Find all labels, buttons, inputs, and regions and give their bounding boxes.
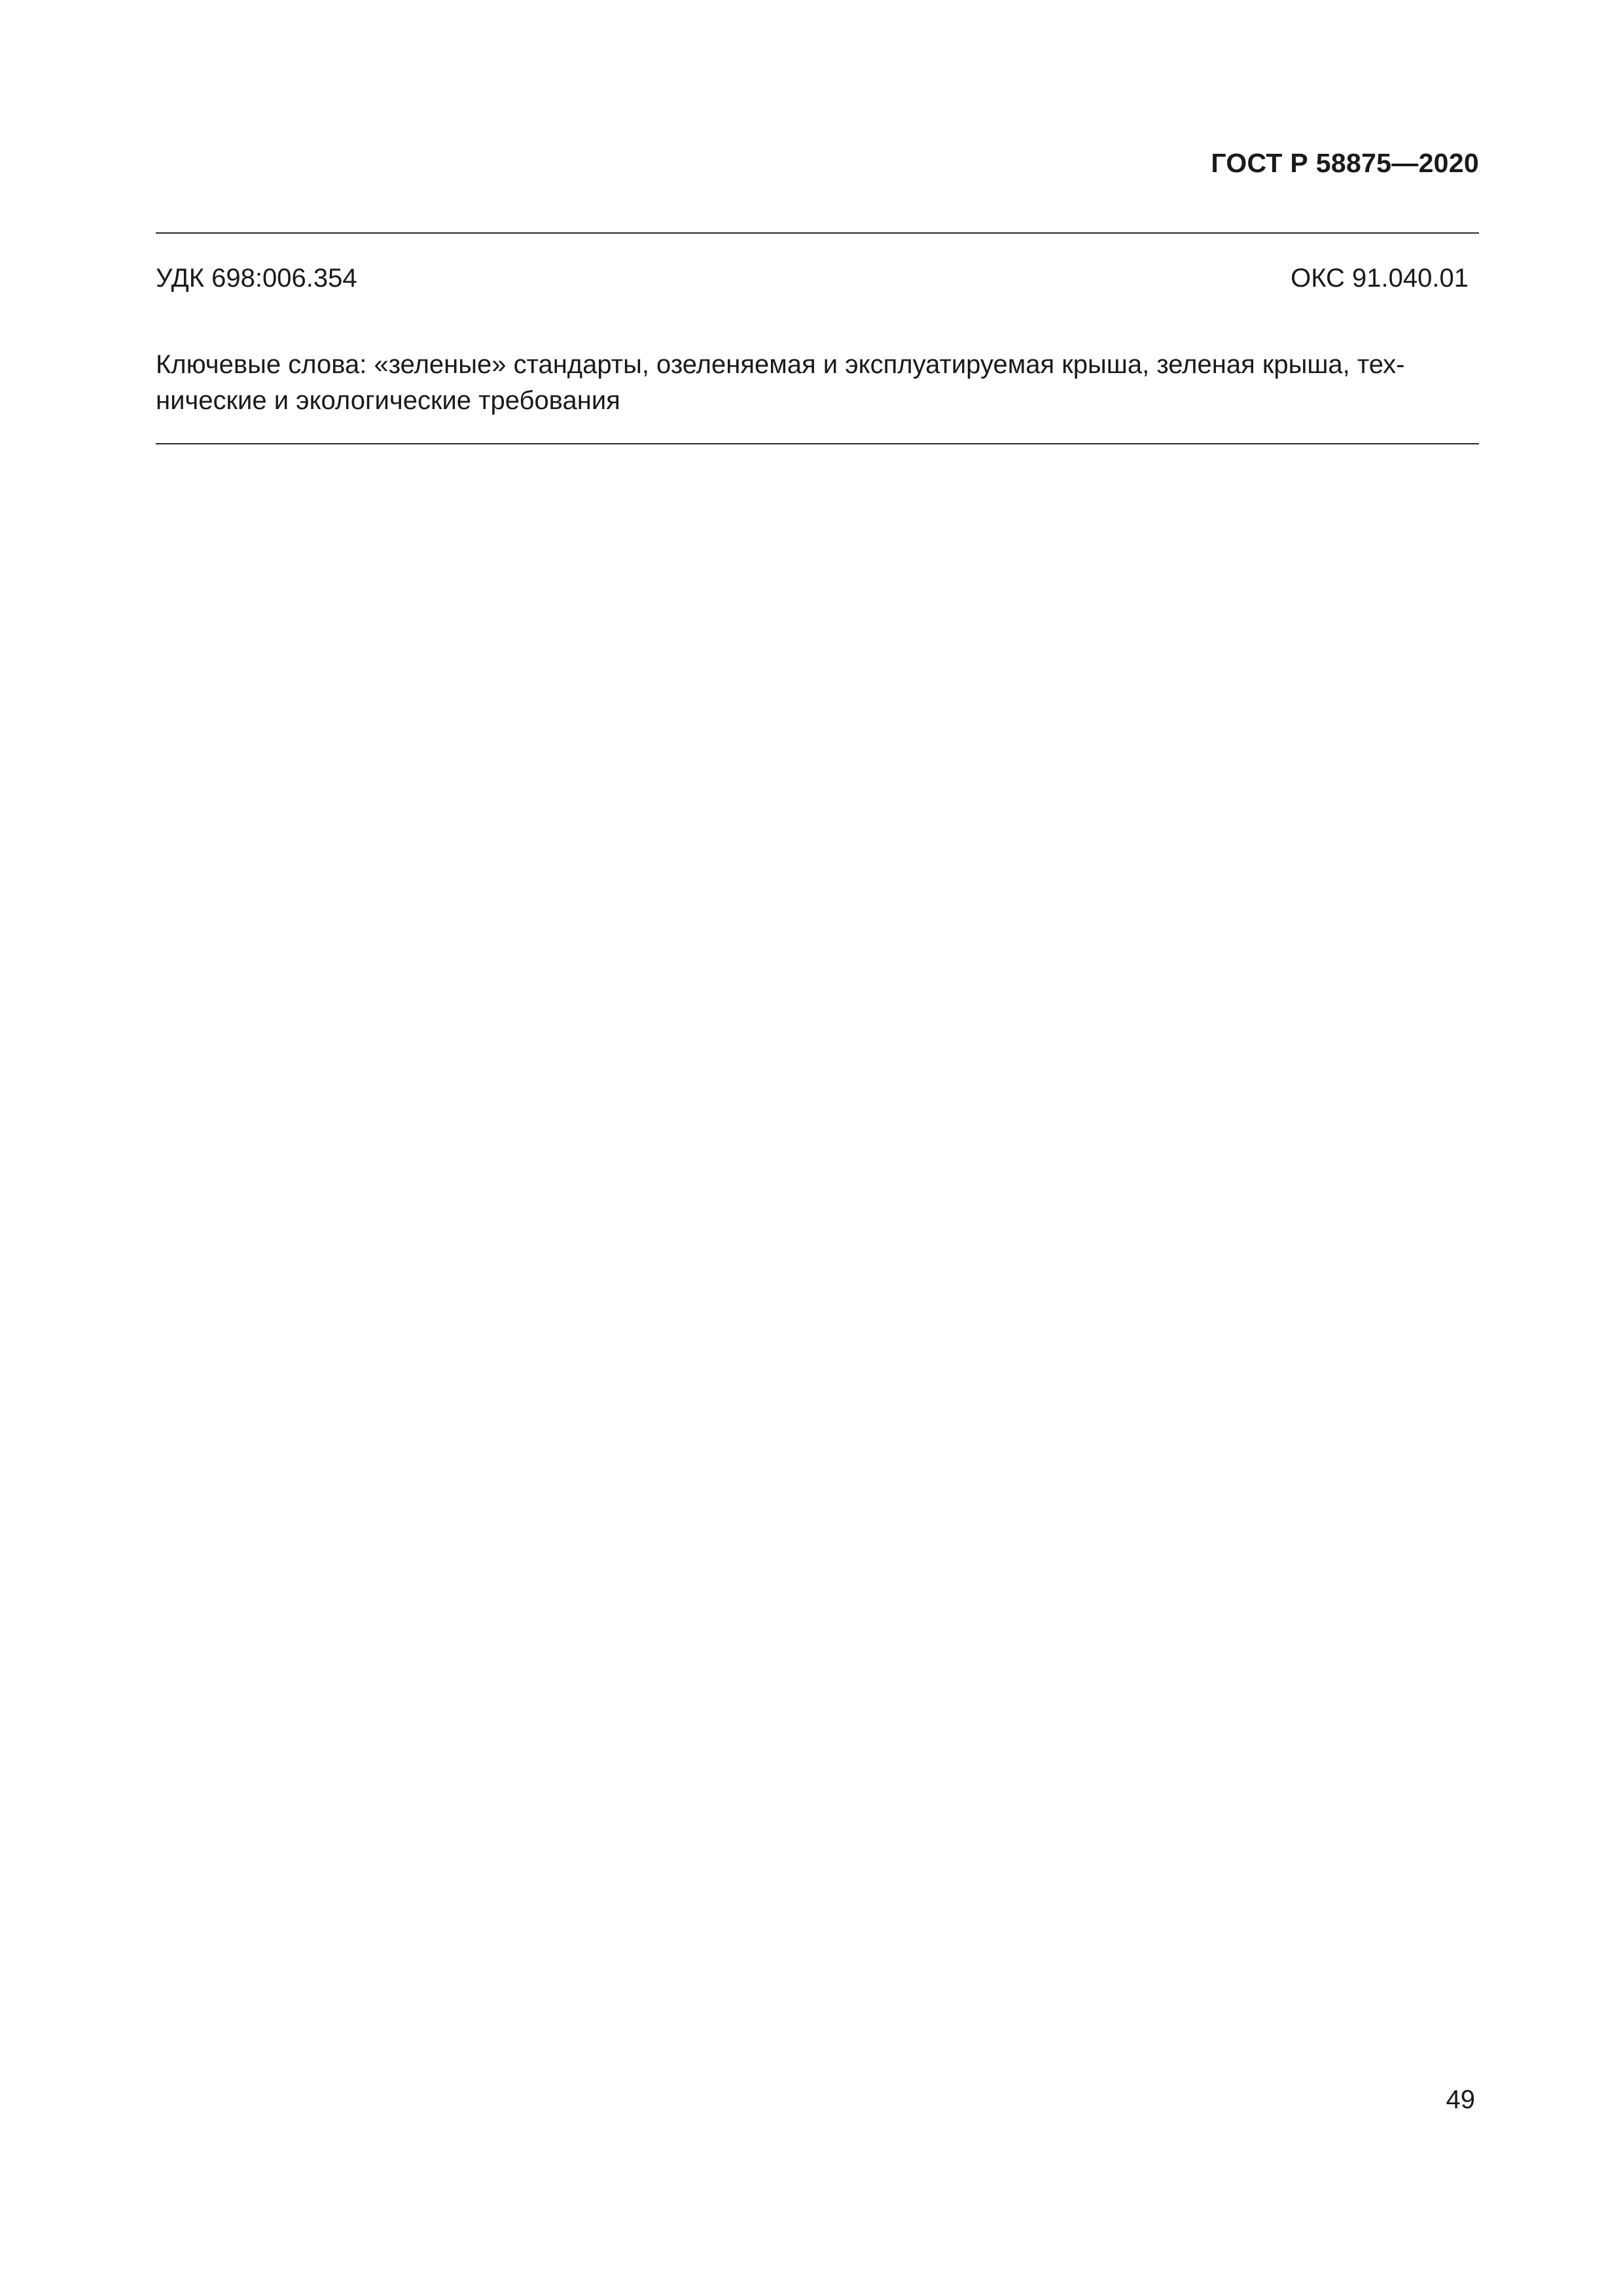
- page-number: 49: [1446, 2085, 1475, 2114]
- keywords-block: [156, 347, 1479, 419]
- document-code: ГОСТ Р 58875—2020: [1211, 148, 1479, 178]
- bottom-divider: [156, 443, 1479, 444]
- keywords-line-2: нические и экологические требования: [156, 386, 620, 415]
- udk-code: УДК 698:006.354: [156, 264, 357, 293]
- top-divider: [156, 232, 1479, 234]
- oks-code: ОКС 91.040.01: [1291, 264, 1469, 293]
- keywords-line-1: Ключевые слова: «зеленые» стандарты, озеленяемая и эксплуатируемая крыша, зеленая крыша, тех-: [156, 350, 1405, 379]
